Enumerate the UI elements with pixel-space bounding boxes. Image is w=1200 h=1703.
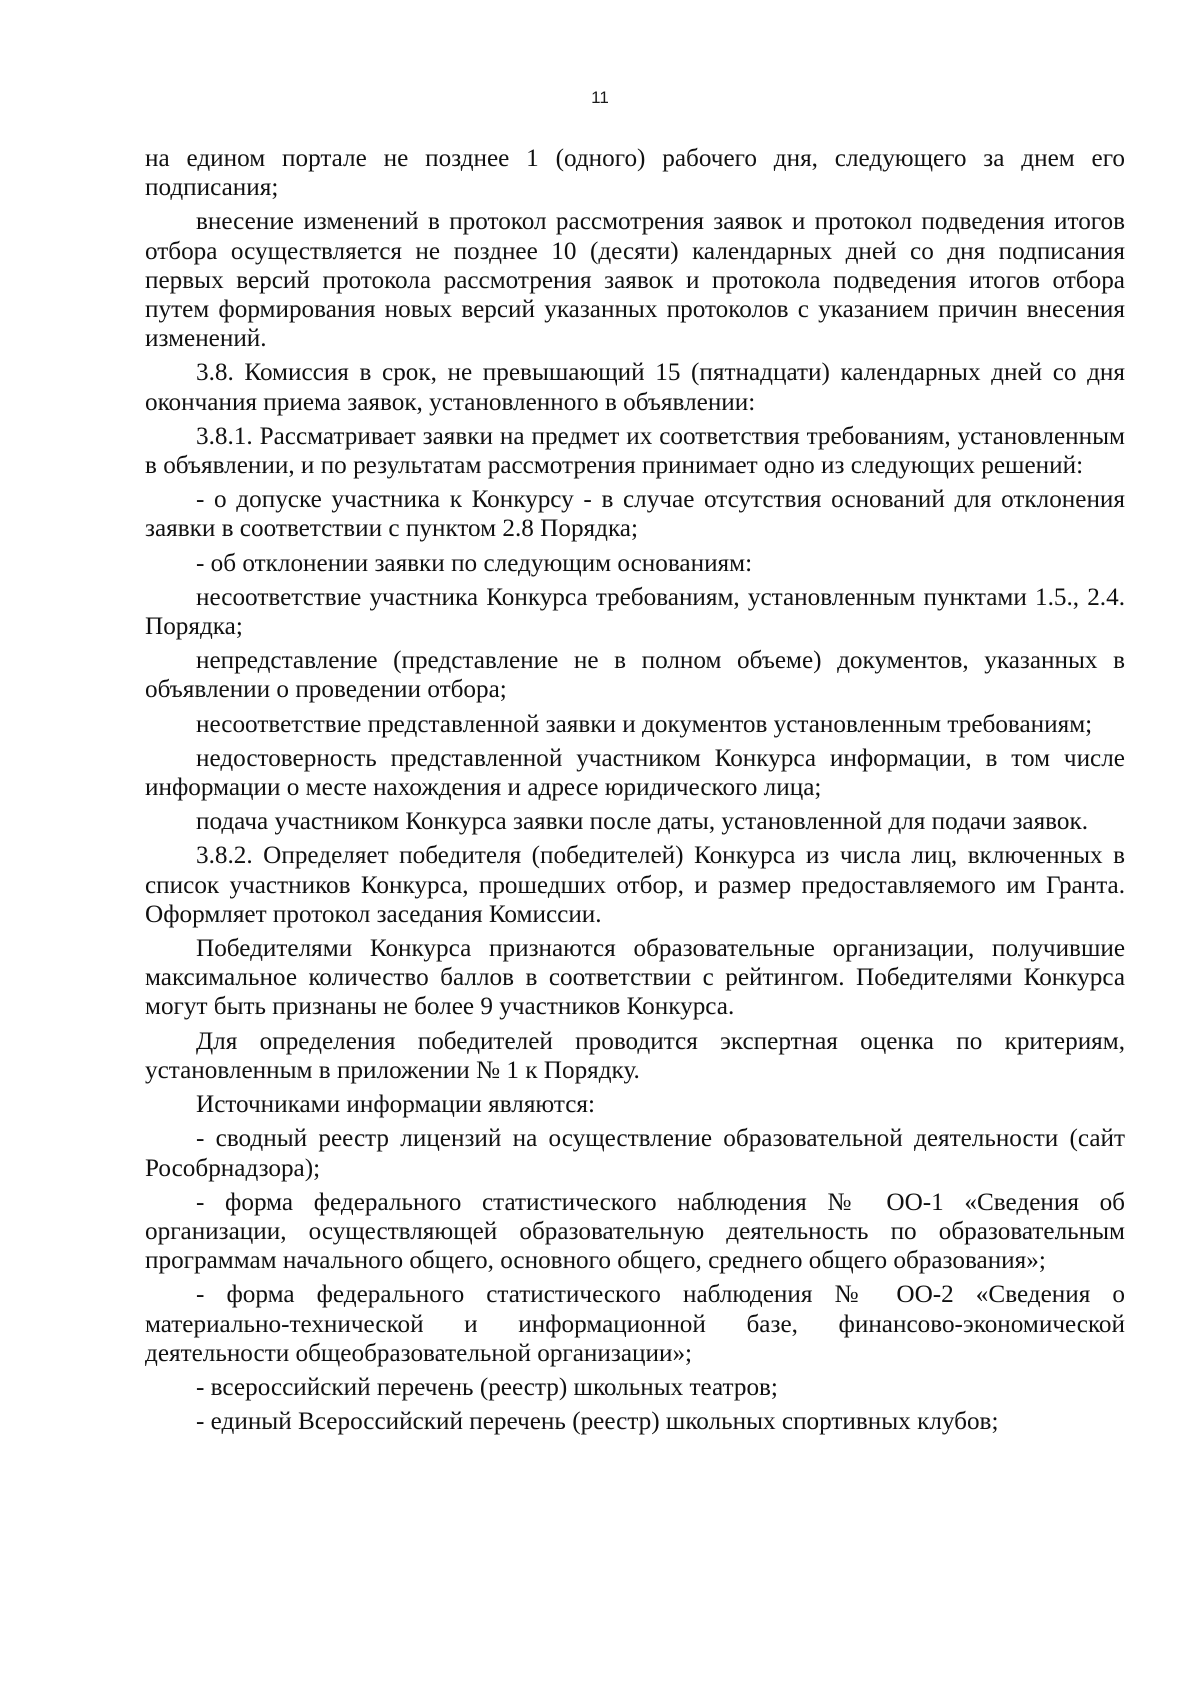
paragraph-ground-nonsubmission: непредставление (представление не в полном объеме) документов, указанных в объявлении о проведении отбора; [145,647,1125,704]
paragraph-3-8: 3.8. Комиссия в срок, не превышающий 15 (пятнадцати) календарных дней со дня окончания приема заявок, установленного в объявлении: [145,359,1125,416]
paragraph-3-8-2: 3.8.2. Определяет победителя (победителей) Конкурса из числа лиц, включенных в список участников Конкурса, прошедших отбор, и размер предоставляемого им Гранта. Оформляет протокол заседания Комиссии. [145,842,1125,928]
paragraph-portal-publication: на едином портале не позднее 1 (одного) рабочего дня, следующего за днем его подписания; [145,145,1125,202]
paragraph-source-license-registry: - сводный реестр лицензий на осуществление образовательной деятельности (сайт Рособрнадзора); [145,1125,1125,1182]
paragraph-protocol-changes: внесение изменений в протокол рассмотрения заявок и протокол подведения итогов отбора осуществляется не позднее 10 (десяти) календарных дней со дня подписания первых версий протокола рассмотрения заявок и протокола подведения итогов отбора путем формирования новых версий указанных протоколов с указанием причин внесения изменений. [145,208,1125,353]
paragraph-rejection: - об отклонении заявки по следующим основаниям: [196,549,753,577]
paragraph-expert-evaluation: Для определения победителей проводится экспертная оценка по критериям, установленным в приложении № 1 к Порядку. [145,1027,1125,1084]
paragraph-3-8-1: 3.8.1. Рассматривает заявки на предмет их соответствия требованиям, установленным в объявлении, и по результатам рассмотрения принимает одно из следующих решений: [145,422,1125,480]
paragraph-source-theatres: - всероссийский перечень (реестр) школьных театров; [196,1373,778,1401]
paragraph-source-oo-1: - форма федерального статистического наблюдения № ОО-1 «Сведения об организации, осуществляющей образовательную деятельность по образовательным программам начального общего, основного общего, среднего общего образования»; [145,1188,1125,1275]
paragraph-ground-requirements: несоответствие представленной заявки и документов установленным требованиям; [196,710,1093,738]
paragraph-ground-late-submission: подача участником Конкурса заявки после даты, установленной для подачи заявок. [196,808,1089,836]
document-body [145,144,1125,1436]
paragraph-source-sport-clubs: - единый Всероссийский перечень (реестр) школьных спортивных клубов; [196,1408,999,1436]
page-number: 11 [591,88,609,107]
paragraph-admission: - о допуске участника к Конкурсу - в случае отсутствия оснований для отклонения заявки в соответствии с пунктом 2.8 Порядка; [145,486,1125,543]
paragraph-ground-nonconformity: несоответствие участника Конкурса требованиям, установленным пунктами 1.5., 2.4. Порядка; [145,583,1125,641]
paragraph-sources-heading: Источниками информации являются: [196,1091,595,1119]
paragraph-source-oo-2: - форма федерального статистического наблюдения № ОО-2 «Сведения о материально-технической и информационной базе, финансово-экономической деятельности общеобразовательной организации»; [145,1281,1125,1367]
paragraph-ground-unreliability: недостоверность представленной участником Конкурса информации, в том числе информации о месте нахождения и адресе юридического лица; [145,744,1125,802]
paragraph-winners: Победителями Конкурса признаются образовательные организации, получившие максимальное количество баллов в соответствии с рейтингом. Победителями Конкурса могут быть признаны не более 9 участников Конкурса. [145,935,1125,1021]
